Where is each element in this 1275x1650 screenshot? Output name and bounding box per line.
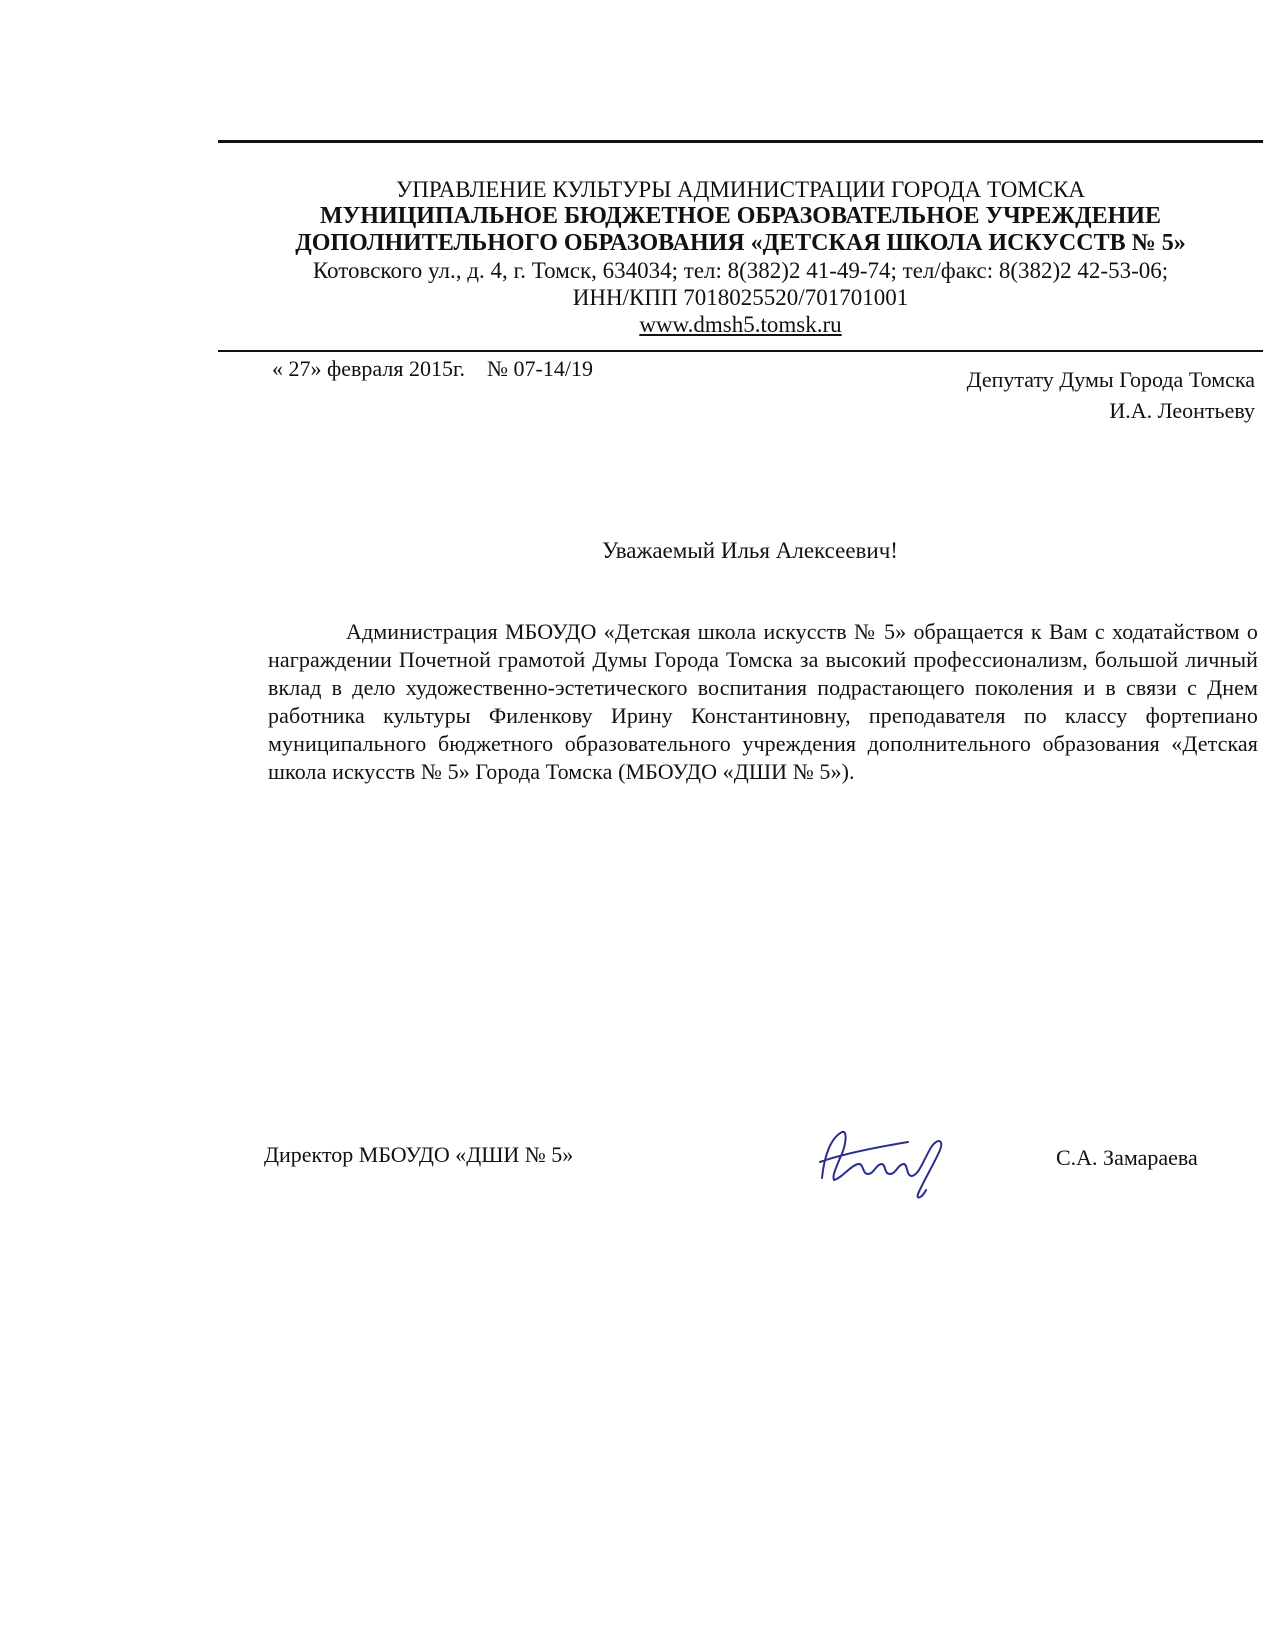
addressee-position: Депутату Думы Города Томска xyxy=(966,367,1255,392)
letterhead-department: УПРАВЛЕНИЕ КУЛЬТУРЫ АДМИНИСТРАЦИИ ГОРОДА ТОМСКА xyxy=(395,177,1086,202)
addressee xyxy=(967,364,1255,426)
salutation: Уважаемый Илья Алексеевич! xyxy=(602,538,898,563)
letterhead-website-link[interactable]: www.dmsh5.tomsk.ru xyxy=(639,312,842,337)
letterhead-bottom-rule xyxy=(218,350,1263,352)
letterhead-institution-line2: ДОПОЛНИТЕЛЬНОГО ОБРАЗОВАНИЯ «ДЕТСКАЯ ШКОЛА ИСКУССТВ № 5» xyxy=(295,230,1186,256)
signatory-role: Директор МБОУДО «ДШИ № 5» xyxy=(264,1142,574,1167)
letter-body: Администрация МБОУДО «Детская школа искусств № 5» обращается к Вам с ходатайством о награждении Почетной грамотой Думы Города Томска за высокий профессионализм, большой личный вклад в дело художественно-эстетического воспитания подрастающего поколения и в связи с Днем работника культуры Филенкову Ирину Константиновну, преподавателя по классу фортепиано муниципального бюджетного образовательного учреждения дополнительного образования «Детская школа искусств № 5» Города Томска (МБОУДО «ДШИ № 5»). xyxy=(268,619,1258,784)
letterhead xyxy=(218,176,1263,338)
document-date: « 27» февраля 2015г. xyxy=(272,356,466,381)
document-meta xyxy=(272,356,593,382)
signatory-name: С.А. Замараева xyxy=(1056,1145,1198,1170)
letterhead-institution-line1: МУНИЦИПАЛЬНОЕ БЮДЖЕТНОЕ ОБРАЗОВАТЕЛЬНОЕ УЧРЕЖДЕНИЕ xyxy=(320,203,1161,229)
letterhead-top-rule xyxy=(218,140,1263,143)
handwritten-signature xyxy=(812,1118,962,1208)
addressee-name: И.А. Леонтьеву xyxy=(1109,398,1255,423)
letterhead-address: Котовского ул., д. 4, г. Томск, 634034; тел: 8(382)2 41-49-74; тел/факс: 8(382)2 42-53-06; xyxy=(312,258,1169,283)
document-number: № 07-14/19 xyxy=(487,356,593,381)
letterhead-inn: ИНН/КПП 7018025520/701701001 xyxy=(572,285,909,310)
